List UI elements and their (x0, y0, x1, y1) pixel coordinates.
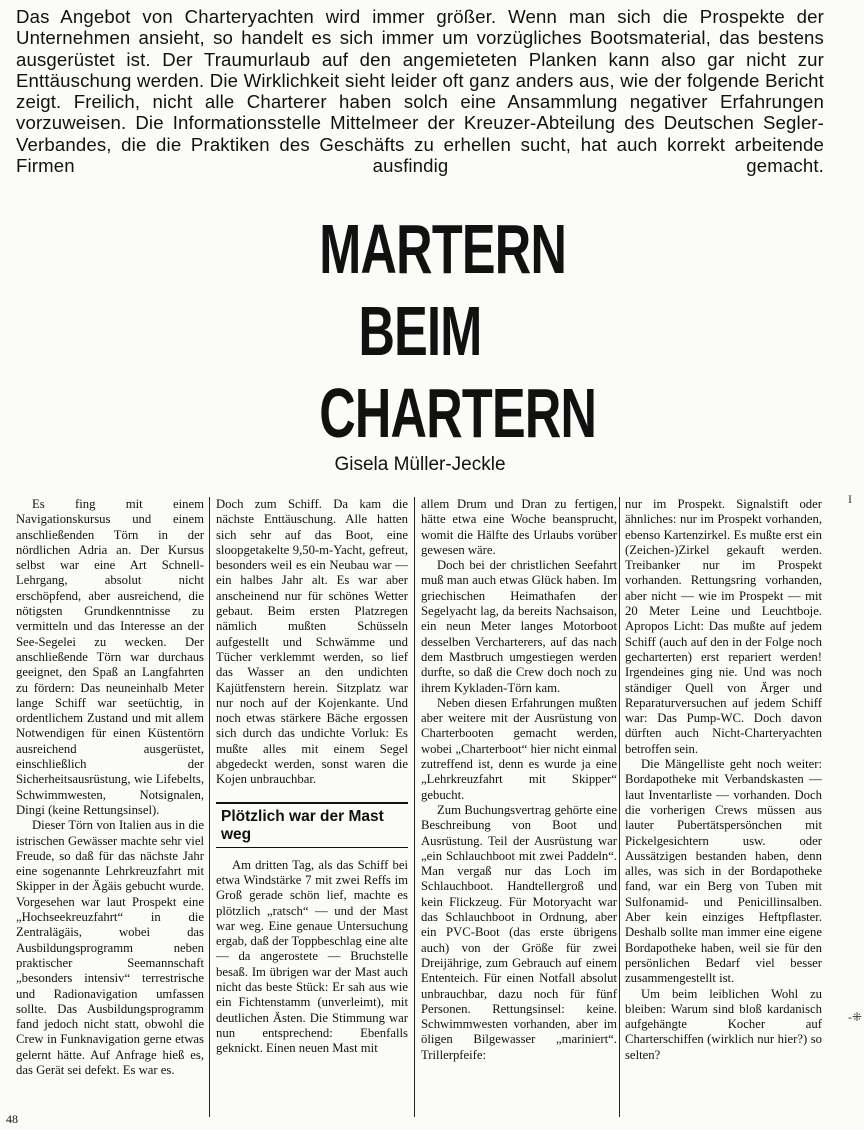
column-1 (16, 497, 204, 1078)
page-number: 48 (6, 1112, 18, 1126)
intro-text: Das Angebot von Charteryachten wird immer größer. Wenn man sich die Prospekte der Unternehmen ansieht, so handelt es sich immer um vorzügliches Bootsmaterial, das bestens ausgerüstet ist. Der Traumurlaub auf den angemieteten Planken kann also gar nicht zur Enttäuschung werden. Die Wirklichkeit sieht leider oft ganz anders aus, wie der folgende Bericht zeigt. Freilich, nicht alle Charterer haben solch eine Ansammlung negativer Erfahrungen vorzuweisen. Die Informationsstelle Mittelmeer der Kreuzer-Abteilung des Deutschen Segler-Verbandes, die die Praktiken des Geschäfts zu erhellen sucht, hat auch korrekt arbeitende Firmen ausfindig gemacht. (16, 6, 824, 177)
title-line-3: CHARTERN (319, 374, 597, 452)
section-subheading: Plötzlich war der Mast weg (216, 802, 408, 848)
paragraph: Um beim leiblichen Wohl zu bleiben: Warum sind bloß kardanisch aufgehängte Kocher auf Charterschiffen (wirklich nur hier?) so selten? (625, 986, 822, 1062)
edge-mark-bottom: -⁜ (848, 1010, 863, 1024)
column-4 (625, 497, 822, 1063)
column-divider (619, 497, 620, 1117)
paragraph: allem Drum und Dran zu fertigen, hätte etwa eine Woche beansprucht, womit die Hälfte des Urlaubs vorüber gewesen wäre. (421, 497, 617, 557)
paragraph: Doch zum Schiff. Da kam die nächste Enttäuschung. Alle hatten sich sehr auf das Boot, eine sloopgetakelte 9,50-m-Yacht, gefreut, besonders weil es ein Neubau war — ein halbes Jahr alt. Es war aber anscheinend nur für schönes Wetter gebaut. Beim ersten Platzregen nämlich mußten Schüsseln aufgestellt und Schwämme und Tücher verklemmt werden, so lief das Wasser an den undichten Kajütfenstern herein. Sitzplatz war nur noch auf der Kojenkante. Und noch etwas stärkere Bäche ergossen sich durch das undichte Vorluk: Es mußte alles mit einem Segel abgedeckt werden, sonst waren die Kojen unbrauchbar. (216, 497, 408, 787)
paragraph: Dieser Törn von Italien aus in die istrischen Gewässer machte sehr viel Freude, so daß für das nächste Jahr eine sogenannte Lehrkreuzfahrt mit Skipper in der Ägäis gebucht wurde. Vorgesehen war laut Prospekt eine „Hochseekreuzfahrt“ in die Zentralägäis, wobei das Ausbildungsprogramm neben praktischer Seemannschaft „besonders intensiv“ terrestrische und Radionavigation umfassen sollte. Das Ausbildungsprogramm fand jedoch nicht statt, obwohl die Crew in Funknavigation gerne etwas gelernt hätte. Auf Anfrage hieß es, das Gerät sei defekt. Es war es. (16, 818, 204, 1077)
article-title (319, 208, 597, 454)
paragraph: Am dritten Tag, als das Schiff bei etwa Windstärke 7 mit zwei Reffs im Groß gerade schön lief, machte es plötzlich „ratsch“ — und der Mast war weg. Eine genaue Untersuchung ergab, daß der Toppbeschlag eine alte — da angerostete — Bruchstelle besaß. Im übrigen war der Mast auch nicht das beste Stück: Er sah aus wie ein Fichtenstamm (unverleimt), mit deutlichen Ästen. Die Stimmung war nun entsprechend: Ebenfalls geknickt. Einen neuen Mast mit (216, 857, 408, 1056)
paragraph: Doch bei der christlichen Seefahrt muß man auch etwas Glück haben. Im griechischen Heimathafen der Segelyacht lag, da bereits Nachsaison, ein neun Meter langes Motorboot desselben Vercharterers, auf das nach dem Mastbruch umgestiegen werden durfte, so daß die Crew doch noch zu ihrem Kykladen-Törn kam. (421, 558, 617, 695)
column-divider (414, 497, 415, 1117)
title-line-2: BEIM (358, 292, 482, 370)
paragraph: nur im Prospekt. Signalstift oder ähnliches: nur im Prospekt vorhanden, ebenso Kartenzirkel. Es mußte erst ein (Zeichen-)Zirkel gekauft werden. Treibanker nur im Prospekt vorhanden. Rettungsring vorhanden, aber nicht — wie im Prospekt — mit 20 Meter Leine und Leuchtboje. Apropos Licht: Das mußte auf jedem Schiff (auch auf den in der Folge noch gecharterten) erst repariert werden! Irgendeines ging nie. Und was noch ständiger Quell von Ärger und Reparaturversuchen auf jedem Schiff war: Das Pump-WC. Doch davon dürften auch Nicht-Charteryachten betroffen sein. (625, 497, 822, 756)
author-byline: Gisela Müller-Jeckle (334, 454, 506, 475)
paragraph: Die Mängelliste geht noch weiter: Bordapotheke mit Verbandskasten — laut Inventarliste — vorhanden. Doch die vorherigen Crews müssen aus lauter Pubertätspersönchen mit Pickelgesichtern usw. oder Aussätzigen bestanden haben, denn alles, was sich in der Bordapotheke fand, war ein Berg von Tuben mit Sulfonamid- und Penicillinsalben. Aber kein einziges Heftpflaster. Deshalb sollte man immer eine eigene Bordapotheke haben, weil sie für den persönlichen Bedarf viel besser zusammengestellt ist. (625, 757, 822, 986)
column-divider (209, 497, 210, 1117)
title-line-1: MARTERN (319, 210, 567, 288)
edge-mark-top: I (848, 492, 852, 506)
column-2 (216, 497, 408, 1057)
paragraph: Es fing mit einem Navigationskursus und einem anschließenden Törn in der nördlichen Adria an. Der Kursus selbst war eine Art Schnell-Lehrgang, absolut nicht erschöpfend, aber ausreichend, die nötigsten Grundkenntnisse zu vermitteln und das Interesse an der See-Segelei zu wecken. Der anschließende Törn war durchaus geeignet, den Spaß an Langfahrten zu fördern: Das neuneinhalb Meter lange Schiff war seetüchtig, in ordentlichem Zustand und mit allem Notwendigen für einen Küstentörn ausreichend ausgerüstet, einschließlich der Sicherheitsausrüstung, wie Lifebelts, Schwimmwesten, Notsignalen, Dingi (keine Rettungsinsel). (16, 497, 204, 817)
column-3 (421, 497, 617, 1063)
paragraph: Zum Buchungsvertrag gehörte eine Beschreibung von Boot und Ausrüstung. Teil der Ausrüstung war „ein Schlauchboot mit zwei Paddeln“. Man vergaß nur das Loch im Schlauchboot. Handtellergroß und kein Flickzeug. Für Motoryacht war das Schlauchboot in Ordnung, aber ein PVC-Boot (das erste übrigens auch) von der Größe für zwei Dreijährige, zum Gebrauch auf einem Ententeich. Für einen Notfall absolut unbrauchbar, dazu noch für fünf Personen. Rettungsinsel: keine. Schwimmwesten vorhanden, aber im öligen Bilgewasser „mariniert“. Trillerpfeife: (421, 802, 617, 1062)
intro-paragraph (16, 6, 824, 176)
paragraph: Neben diesen Erfahrungen mußten aber weitere mit der Ausrüstung von Charterbooten gemacht werden, wobei „Charterboot“ hier nicht einmal zutreffend ist, denn es wurde ja eine „Lehrkreuzfahrt mit Skipper“ gebucht. (421, 695, 617, 802)
